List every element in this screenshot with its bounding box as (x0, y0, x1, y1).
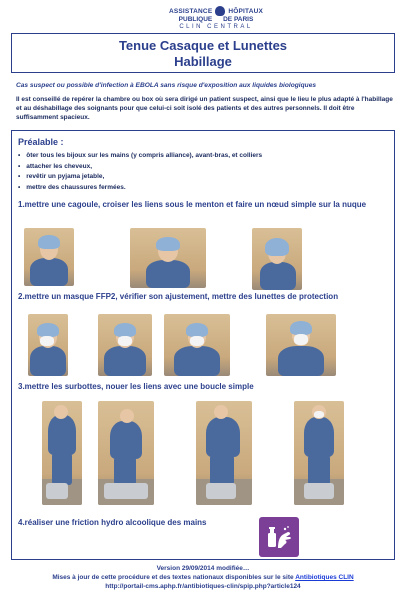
aphp-logo (160, 6, 272, 30)
procedure-box (11, 130, 395, 560)
logo-text-de-paris: DE PARIS (223, 16, 254, 23)
logo-text-clin-central: CLIN CENTRAL (179, 24, 253, 30)
page-title: Tenue Casaque et Lunettes (118, 38, 288, 53)
logo-text-hopitaux: HÔPITAUX (228, 7, 264, 15)
photo-step1-c (252, 228, 302, 290)
photo-step1-b (130, 228, 206, 288)
title-box (11, 33, 395, 73)
photo-step1-a (24, 228, 74, 286)
context-subtitle: Cas suspect ou possible d'infection à EBOLA sans risque d'exposition aux liquides biologiques (16, 82, 317, 89)
antibiotiques-clin-link[interactable]: Antibiotiques CLIN (295, 574, 354, 581)
photo-step3-d (294, 401, 344, 505)
footer-url[interactable]: http://portail-cms.aphp.fr/antibiotiques-clin/spip.php?article124 (105, 583, 301, 590)
photo-step3-c (196, 401, 252, 505)
prealable-item: • attacher les cheveux, (18, 162, 262, 173)
heart-logo-icon (215, 6, 225, 16)
prealable-list (18, 151, 262, 193)
photo-step3-a (42, 401, 82, 505)
photo-step2-d (266, 314, 336, 376)
step-4-text: 4.réaliser une friction hydro alcoolique des mains (18, 518, 207, 527)
hand-rub-icon (259, 517, 299, 557)
prealable-title: Préalable : (18, 137, 64, 147)
prealable-item: • ôter tous les bijoux sur les mains (y compris alliance), avant-bras, et colliers (18, 151, 262, 162)
prealable-item: • mettre des chaussures fermées. (18, 183, 262, 194)
footer-update-text: Mises à jour de cette procédure et des textes nationaux disponibles sur le site (52, 574, 294, 581)
photo-step3-b (98, 401, 154, 505)
photo-step2-b (98, 314, 152, 376)
photo-step2-a (28, 314, 68, 376)
step-2-text: 2.mettre un masque FFP2, vérifier son ajustement, mettre des lunettes de protection (18, 292, 339, 301)
footer-version: Version 29/09/2014 modifiée… (156, 565, 250, 572)
intro-paragraph: Il est conseillé de repérer la chambre ou box où sera dirigé un patient suspect, ainsi que le lieu le plus adapté à l'habillage et au déshabillage des soignants pour que celui-ci soit isolé des patients et des autres personnels. Il doit être suffisamment spacieux. (16, 96, 393, 121)
prealable-item: • revêtir un pyjama jetable, (18, 172, 262, 183)
photo-step2-c (164, 314, 230, 376)
step-1-text: 1.mettre une cagoule, croiser les liens sous le menton et faire un nœud simple sur la nuque (18, 200, 367, 209)
page-subtitle: Habillage (174, 54, 232, 69)
step-3-text: 3.mettre les surbottes, nouer les liens avec une boucle simple (18, 382, 254, 391)
footer-update (0, 573, 406, 582)
logo-text-assistance: ASSISTANCE (168, 7, 213, 15)
logo-text-publique: PUBLIQUE (178, 16, 213, 23)
